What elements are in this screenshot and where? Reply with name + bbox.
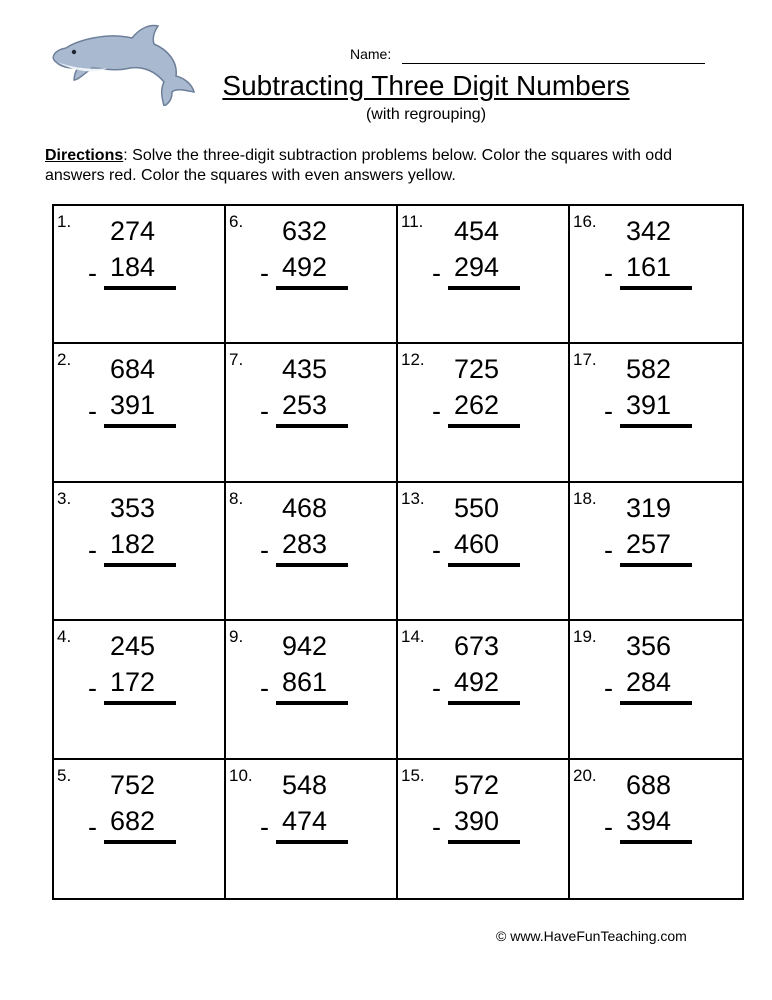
subtrahend: 262 [454, 390, 500, 421]
problem-cell[interactable] [54, 760, 226, 898]
minuend: 632 [282, 216, 328, 246]
minus-sign: - [604, 534, 613, 565]
answer-line [448, 563, 520, 567]
directions [45, 146, 735, 186]
problem-number: 4. [57, 627, 72, 647]
problem-number: 6. [229, 212, 244, 231]
minus-sign: - [432, 258, 441, 288]
name-label: Name: [350, 46, 392, 62]
minuend: 274 [110, 216, 156, 246]
minuend: 725 [454, 354, 500, 385]
minus-sign: - [88, 258, 97, 288]
answer-line [104, 701, 176, 705]
answer-line [448, 424, 520, 428]
answer-line [620, 701, 692, 705]
problem-number: 5. [57, 765, 72, 785]
minus-sign: - [260, 258, 269, 288]
problem-number: 13. [401, 488, 425, 508]
minus-sign: - [88, 673, 97, 704]
minus-sign: - [260, 396, 269, 427]
minus-sign: - [260, 673, 269, 704]
minus-sign: - [432, 811, 441, 842]
problem-number: 15. [401, 765, 425, 785]
problem-cell[interactable] [226, 344, 398, 482]
minus-sign: - [432, 673, 441, 704]
problem-number: 11. [401, 212, 424, 231]
minus-sign: - [432, 534, 441, 565]
problem-number: 1. [57, 212, 72, 231]
minus-sign: - [260, 534, 269, 565]
subtrahend: 184 [110, 252, 156, 282]
minuend: 673 [454, 631, 500, 662]
minuend: 454 [454, 216, 500, 246]
problem-cell[interactable] [570, 483, 742, 621]
answer-line [276, 840, 348, 844]
minuend: 435 [282, 354, 328, 385]
problem-cell[interactable] [398, 344, 570, 482]
subtrahend: 390 [454, 805, 500, 836]
subtrahend: 861 [282, 667, 328, 698]
answer-line [104, 563, 176, 567]
problem-cell[interactable] [226, 206, 398, 344]
subtrahend: 682 [110, 805, 156, 836]
subtrahend: 284 [626, 667, 672, 698]
problem-cell[interactable] [398, 483, 570, 621]
subtrahend: 492 [454, 667, 500, 698]
problem-number: 8. [229, 488, 244, 508]
problem-cell[interactable] [54, 344, 226, 482]
answer-line [276, 563, 348, 567]
answer-line [620, 286, 692, 290]
name-field[interactable] [350, 46, 710, 66]
minus-sign: - [260, 811, 269, 842]
subtrahend: 474 [282, 805, 328, 836]
problem-number: 10. [229, 765, 253, 785]
answer-line [448, 701, 520, 705]
answer-line [620, 424, 692, 428]
answer-line [276, 424, 348, 428]
answer-line [104, 840, 176, 844]
subtrahend: 257 [626, 528, 672, 559]
subtrahend: 182 [110, 528, 156, 559]
answer-line [620, 840, 692, 844]
problem-cell[interactable] [54, 621, 226, 759]
answer-line [620, 563, 692, 567]
subtrahend: 283 [282, 528, 328, 559]
problem-cell[interactable] [226, 760, 398, 898]
problem-number: 12. [401, 350, 425, 370]
dolphin-icon [48, 18, 196, 106]
minus-sign: - [604, 258, 613, 288]
minuend: 548 [282, 769, 328, 800]
problem-cell[interactable] [226, 621, 398, 759]
problem-cell[interactable] [570, 760, 742, 898]
answer-line [448, 286, 520, 290]
problem-cell[interactable] [398, 760, 570, 898]
problem-cell[interactable] [570, 206, 742, 344]
problem-number: 3. [57, 488, 72, 508]
answer-line [448, 840, 520, 844]
directions-text: : Solve the three-digit subtraction problems below. Color the squares with odd answers red. Color the squares with even answers yellow. [45, 147, 672, 184]
subtrahend: 391 [626, 390, 672, 421]
problem-number: 20. [573, 765, 597, 785]
problem-cell[interactable] [570, 344, 742, 482]
problem-number: 7. [229, 350, 244, 370]
minus-sign: - [88, 811, 97, 842]
subtrahend: 172 [110, 667, 156, 698]
name-line[interactable] [402, 63, 705, 64]
worksheet-title: Subtracting Three Digit Numbers [222, 70, 630, 101]
subtrahend: 391 [110, 390, 156, 421]
problem-number: 14. [401, 627, 425, 647]
minus-sign: - [604, 396, 613, 427]
answer-line [104, 286, 176, 290]
minus-sign: - [88, 534, 97, 565]
minuend: 319 [626, 492, 672, 523]
minuend: 688 [626, 769, 672, 800]
subtrahend: 492 [282, 252, 328, 282]
subtrahend: 460 [454, 528, 500, 559]
problem-number: 16. [573, 212, 597, 231]
problem-cell[interactable] [398, 621, 570, 759]
minuend: 245 [110, 631, 156, 662]
problem-cell[interactable] [570, 621, 742, 759]
minuend: 684 [110, 354, 156, 385]
problem-cell[interactable] [398, 206, 570, 344]
subtrahend: 253 [282, 390, 328, 421]
problem-number: 17. [573, 350, 597, 370]
minuend: 582 [626, 354, 672, 385]
minus-sign: - [432, 396, 441, 427]
subtrahend: 161 [626, 252, 672, 282]
minuend: 550 [454, 492, 500, 523]
answer-line [276, 286, 348, 290]
problem-cell[interactable] [54, 483, 226, 621]
minuend: 752 [110, 769, 156, 800]
directions-label: Directions [45, 147, 124, 164]
problem-number: 19. [573, 627, 597, 647]
minuend: 356 [626, 631, 672, 662]
problem-cell[interactable] [54, 206, 226, 344]
problem-number: 2. [57, 350, 72, 370]
subtrahend: 394 [626, 805, 672, 836]
minuend: 353 [110, 492, 156, 523]
worksheet-subtitle: (with regrouping) [365, 106, 487, 123]
minuend: 468 [282, 492, 328, 523]
minus-sign: - [604, 811, 613, 842]
minuend: 572 [454, 769, 500, 800]
answer-line [104, 424, 176, 428]
minuend: 342 [626, 216, 672, 246]
copyright-footer: © www.HaveFunTeaching.com [496, 928, 687, 944]
answer-line [276, 701, 348, 705]
problem-number: 9. [229, 627, 244, 647]
minus-sign: - [88, 396, 97, 427]
subtrahend: 294 [454, 252, 500, 282]
problem-grid [52, 204, 744, 900]
minuend: 942 [282, 631, 328, 662]
problem-cell[interactable] [226, 483, 398, 621]
minus-sign: - [604, 673, 613, 704]
problem-number: 18. [573, 488, 597, 508]
